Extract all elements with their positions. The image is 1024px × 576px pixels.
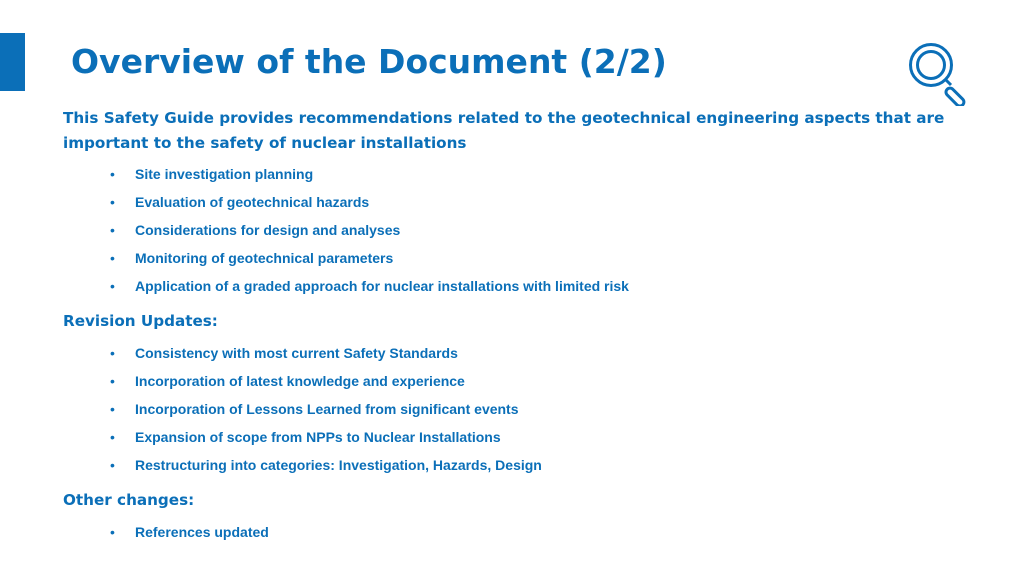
- bullet-marker: •: [110, 429, 115, 445]
- bullet-marker: •: [110, 345, 115, 361]
- list-item: [63, 216, 983, 244]
- intro-bullet-list: [63, 160, 983, 300]
- list-item-text: Site investigation planning: [135, 166, 314, 182]
- list-item: [63, 188, 983, 216]
- bullet-marker: •: [110, 524, 115, 540]
- bullet-marker: •: [110, 194, 115, 210]
- list-item-text: Evaluation of geotechnical hazards: [135, 194, 370, 210]
- list-item: [63, 367, 983, 395]
- list-item: [63, 518, 983, 546]
- bullet-marker: •: [110, 278, 115, 294]
- slide-content: [63, 106, 983, 546]
- title-accent-bar: [0, 33, 25, 91]
- list-item-text: Expansion of scope from NPPs to Nuclear Installations: [135, 429, 501, 445]
- list-item: [63, 451, 983, 479]
- revision-bullet-list: [63, 339, 983, 479]
- list-item-text: Incorporation of latest knowledge and experience: [135, 373, 465, 389]
- list-item: [63, 160, 983, 188]
- slide-title: Overview of the Document (2/2): [71, 42, 667, 81]
- revision-updates-heading: Revision Updates:: [63, 312, 218, 330]
- list-item-text: Restructuring into categories: Investigation, Hazards, Design: [135, 457, 542, 473]
- bullet-marker: •: [110, 250, 115, 266]
- bullet-marker: •: [110, 166, 115, 182]
- list-item: [63, 423, 983, 451]
- list-item: [63, 395, 983, 423]
- list-item: [63, 339, 983, 367]
- list-item-text: References updated: [135, 524, 269, 540]
- bullet-marker: •: [110, 222, 115, 238]
- list-item-text: Incorporation of Lessons Learned from significant events: [135, 401, 519, 417]
- intro-paragraph: This Safety Guide provides recommendations related to the geotechnical engineering aspects that are important to the safety of nuclear installations: [63, 109, 945, 152]
- list-item: [63, 244, 983, 272]
- bullet-marker: •: [110, 457, 115, 473]
- list-item-text: Consistency with most current Safety Standards: [135, 345, 458, 361]
- list-item-text: Considerations for design and analyses: [135, 222, 401, 238]
- list-item: [63, 272, 983, 300]
- bullet-marker: •: [110, 373, 115, 389]
- search-icon: [906, 40, 972, 106]
- other-changes-bullet-list: [63, 518, 983, 546]
- list-item-text: Monitoring of geotechnical parameters: [135, 250, 394, 266]
- list-item-text: Application of a graded approach for nuclear installations with limited risk: [135, 278, 629, 294]
- other-changes-heading: Other changes:: [63, 491, 195, 509]
- bullet-marker: •: [110, 401, 115, 417]
